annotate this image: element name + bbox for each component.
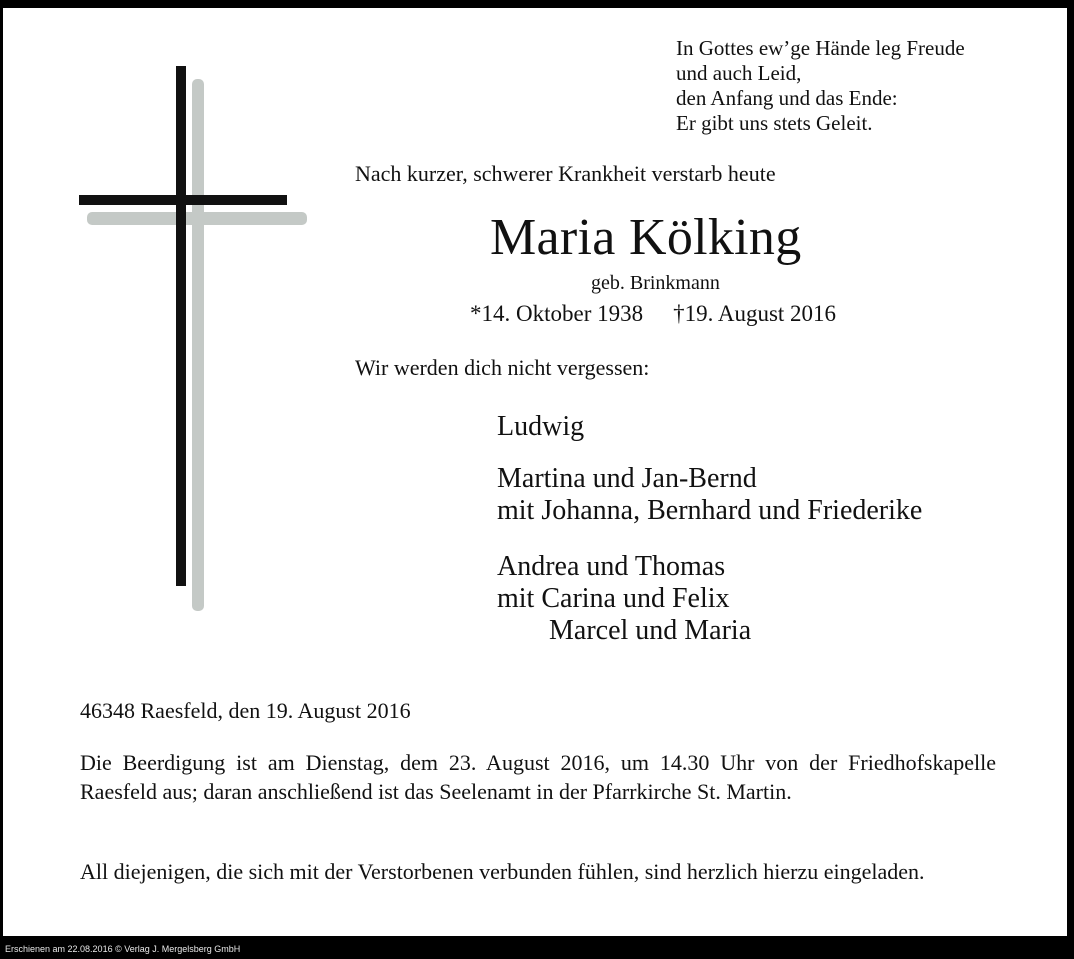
cross-icon xyxy=(3,8,333,648)
family-member: mit Johanna, Bernhard und Friederike xyxy=(497,495,923,526)
death-date: †19. August 2016 xyxy=(673,301,837,326)
funeral-paragraph: Die Beerdigung ist am Dienstag, dem 23. August 2016, um 14.30 Uhr von der Friedhofskapelle Raesfeld aus; daran anschließend ist das Seelenamt in der Pfarrkirche St. Martin. xyxy=(80,750,996,804)
poem xyxy=(676,36,965,136)
family-group xyxy=(497,463,922,527)
intro-text: Nach kurzer, schwerer Krankheit verstarb heute xyxy=(355,161,776,186)
poem-line: In Gottes ew’ge Hände leg Freude xyxy=(676,36,965,60)
cross-shadow-horizontal xyxy=(87,212,307,225)
forget-line: Wir werden dich nicht vergessen: xyxy=(355,355,650,380)
family-group xyxy=(497,551,751,647)
poem-line: den Anfang und das Ende: xyxy=(676,86,898,110)
poem-line: und auch Leid, xyxy=(676,61,802,85)
deceased-name: Maria Kölking xyxy=(490,209,802,266)
poem-line: Er gibt uns stets Geleit. xyxy=(676,111,873,135)
publication-footer: Erschienen am 22.08.2016 © Verlag J. Mergelsberg GmbH xyxy=(5,944,241,954)
invitation-paragraph: All diejenigen, die sich mit der Verstorbenen verbunden fühlen, sind herzlich hierzu eingeladen. xyxy=(80,859,925,884)
family-member: Andrea und Thomas xyxy=(497,551,726,582)
family-group xyxy=(497,411,584,443)
family-member: Martina und Jan-Bernd xyxy=(497,463,757,494)
family-member: Ludwig xyxy=(497,411,585,442)
life-dates xyxy=(470,301,836,327)
obituary-card xyxy=(3,8,1067,936)
maiden-name: geb. Brinkmann xyxy=(591,272,720,294)
birth-date: *14. Oktober 1938 xyxy=(470,301,644,326)
cross-horizontal xyxy=(79,195,287,205)
family-member: Marcel und Maria xyxy=(549,615,752,646)
family-member: mit Carina und Felix xyxy=(497,583,730,614)
cross-shadow-vertical xyxy=(192,79,204,611)
place-date: 46348 Raesfeld, den 19. August 2016 xyxy=(80,698,411,723)
cross-vertical xyxy=(176,66,186,586)
